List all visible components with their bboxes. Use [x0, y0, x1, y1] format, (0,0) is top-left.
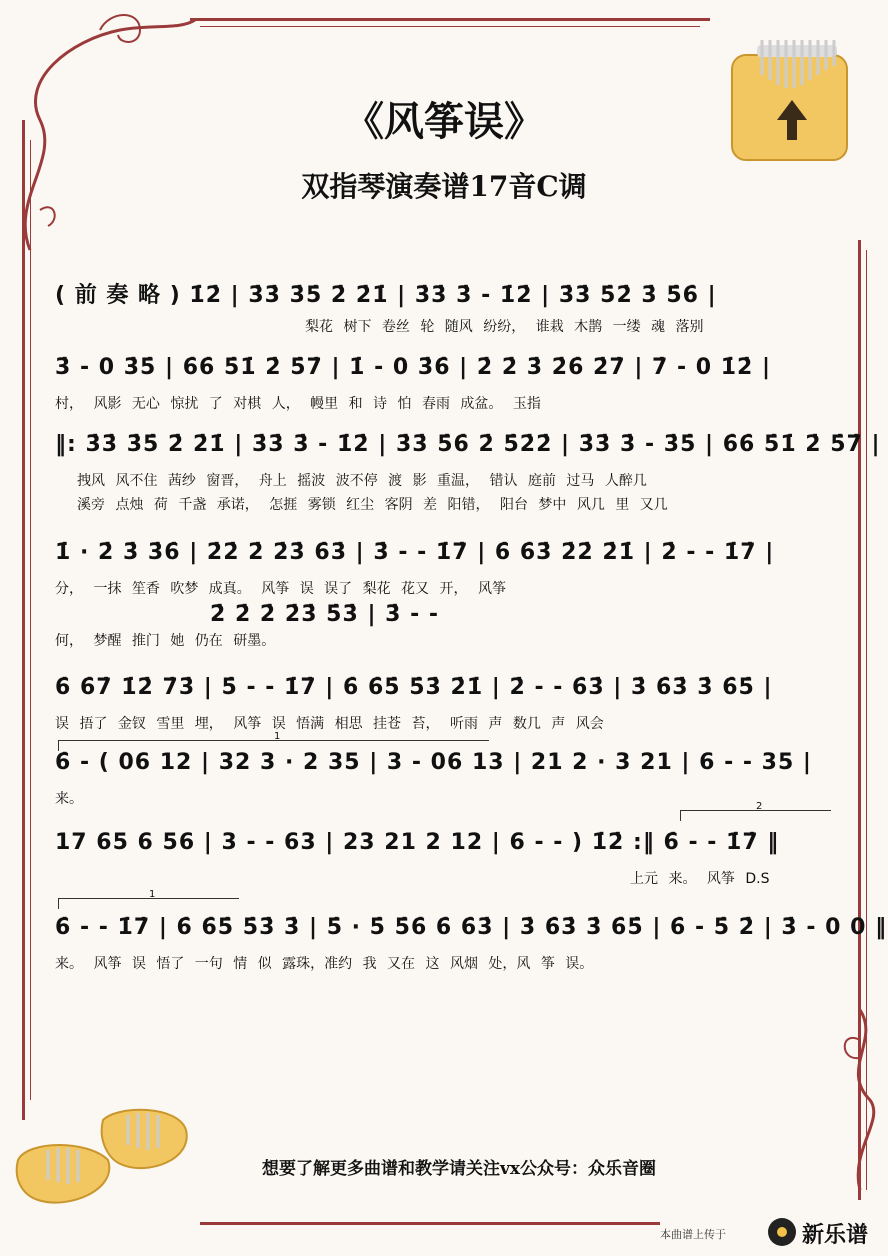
corner-swirl-bottom-right [800, 1000, 888, 1200]
notation-line: 6̇ - - 1̇7̇ | 6̇ 6̇5̇ 5̇3̇ 3̇ | 5̇ · 5̇ 5̇6̇ 6̇ 6̇3̇ | 3̇ 6̇3̇ 3̇ 6̇5̇ | 6̇ - 5̇ 2̇ | 3̇ - 0 0 ‖ [55, 915, 888, 940]
uploader-text: 本曲谱上传于 [660, 1228, 726, 1241]
lyric-line: 何， 梦醒 推门 她 仍在 研墨。 [55, 633, 276, 649]
kalimba-pair-icon [8, 1100, 193, 1220]
lyric-line: 来。 风筝 误 悟了 一句 情 似 露珠，准约 我 又在 这 风烟 处，风 筝 误。 [55, 956, 594, 972]
lyric-line: 拽风 风不住 茜纱 窗晋， 舟上 摇波 波不停 渡 影 重温， 错认 庭前 过马 人醉几 [77, 473, 647, 489]
volta-bracket-2 [680, 801, 831, 821]
top-border-inner [200, 26, 700, 27]
notation-line: 6̇ - ( 06 12 | 32 3 · 2 35 | 3 - 06 13 | 21 2 · 3 21 | 6 - - 35 | [55, 750, 812, 775]
notation-line: ( 前 奏 略 ) 1̇2̇ | 3̇3̇ 3̇5̇ 2̇ 2̇1̇ | 3̇3̇ 3̇ - 1̇2̇ | 3̇3̇ 5̇2̇ 3̇ 5̇6̇ | [55, 283, 717, 308]
volta-2-label: 2 [756, 801, 763, 812]
vinyl-record-icon [768, 1218, 796, 1246]
footer-note: 想要了解更多曲谱和教学请关注vx公众号：众乐音圈 [262, 1159, 657, 1179]
notation-line: ‖: 3̇3̇ 3̇5̇ 2̇ 2̇1̇ | 3̇3̇ 3̇ - 1̇2̇ | 3̇3̇ 5̇6̇ 2̇ 5̇2̇2̇ | 3̇3̇ 3̇ - 3̇5̇ | 6̇6̇ 5̇1̇ 2̇ 5̇7̇ | [55, 432, 881, 457]
notation-line: 3̇ - 0 3̇5̇ | 6̇6̇ 5̇1̇ 2̇ 5̇7̇ | 1̇ - 0 3̇6̇ | 2̇ 2̇ 3̇ 2̇6̇ 2̇7̇ | 7̇ - 0 1̇2̇ | [55, 355, 772, 380]
notation-line: 1̇ · 2̇ 3̇ 3̇6̇ | 2̇2̇ 2̇ 2̇3̇ 6̇3̇ | 3̇ - - 1̇7̇ | 6̇ 6̇3̇ 2̇2̇ 2̇1̇ | 2̇ - - 1̇7̇ | [55, 540, 775, 565]
volta-1-label: 1 [274, 731, 281, 742]
notation-line: 17 65 6 56 | 3 - - 63 | 23 21 2 12 | 6 - - ) 1̇2̇ :‖ 6̇ - - 1̇7̇ ‖ [55, 830, 780, 855]
brand-logo[interactable]: 新乐谱 [802, 1223, 869, 1248]
top-border [190, 18, 710, 21]
left-border [22, 120, 25, 1120]
lyric-line: 误 捂了 金钗 雪里 埋， 风筝 误 悟满 相思 挂苍 苔， 听雨 声 数几 声 风会 [55, 716, 604, 732]
song-subtitle: 双指琴演奏谱17音C调 [301, 170, 587, 203]
bottom-border [200, 1222, 660, 1225]
song-title: 《风筝误》 [344, 98, 544, 145]
volta-bracket-1b [58, 889, 239, 909]
left-border-inner [30, 140, 31, 1100]
lyric-line: 溪旁 点烛 荷 千盏 承诺， 怎捱 雾锁 红尘 客阴 差 阳错， 阳台 梦中 风几 里 又几 [77, 497, 668, 513]
lyric-line: 村， 风影 无心 惊扰 了 对棋 人， 幔里 和 诗 怕 春雨 成盆。 玉指 [55, 396, 541, 412]
notation-line: 2̇ 2̇ 2̇ 2̇3̇ 5̇3̇ | 3̇ - - [210, 602, 440, 627]
lyric-line: 梨花 树下 卷丝 轮 随风 纷纷， 谁栽 木鹊 一缕 魂 落别 [305, 319, 704, 335]
volta-1b-label: 1 [149, 889, 156, 900]
lyric-line: 上元 来。 风筝 D.S [630, 871, 770, 887]
lyric-line: 分， 一抹 笙香 吹梦 成真。 风筝 误 误了 梨花 花又 开， 风筝 [55, 581, 506, 597]
lyric-line: 来。 [55, 791, 83, 807]
notation-line: 6̇ 6̇7̇ 1̇2̇ 7̇3̇ | 5̇ - - 1̇7̇ | 6̇ 6̇5̇ 5̇3̇ 2̇1̇ | 2̇ - - 6̇3̇ | 3̇ 6̇3̇ 3̇ 6̇5̇ | [55, 675, 773, 700]
